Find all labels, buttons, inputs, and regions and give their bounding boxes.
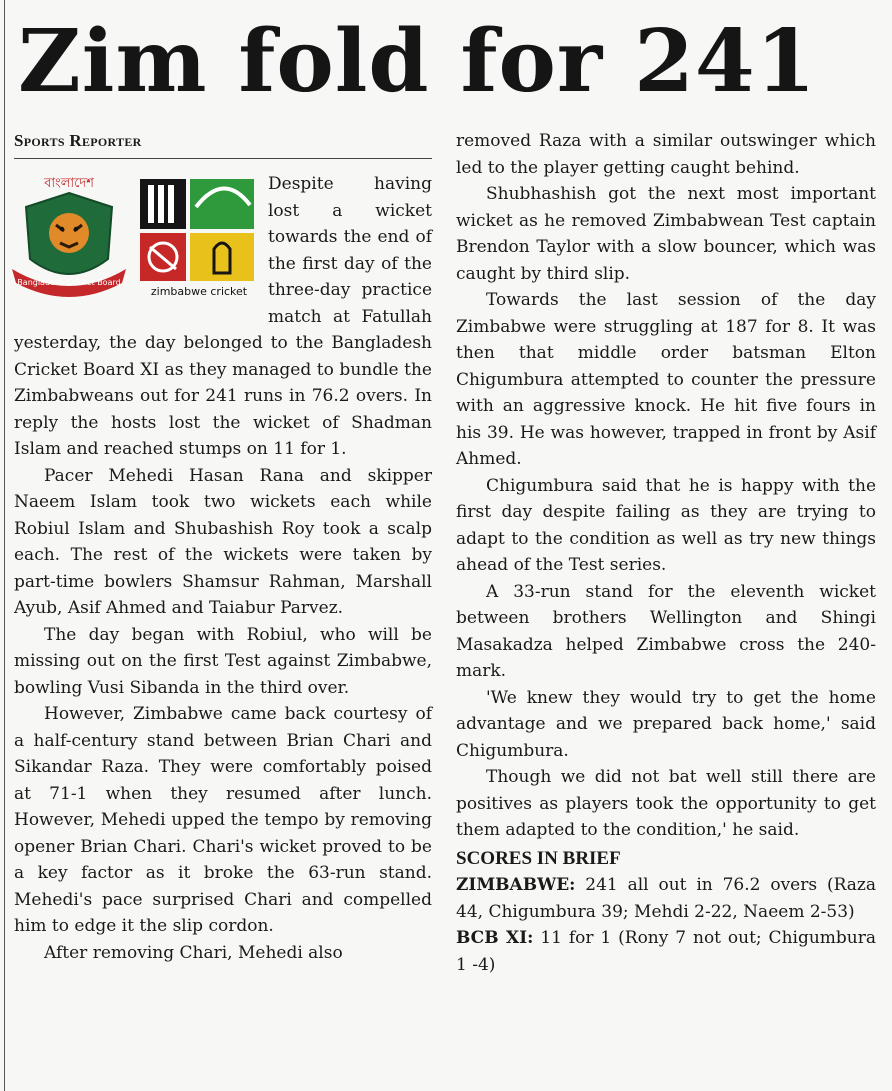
article-paragraph: A 33-run stand for the eleventh wicket between brothers Wellington and Shingi Masakadza helped Zimbabwe cross the 240-mark. xyxy=(456,581,876,681)
logo-group xyxy=(8,171,262,309)
article-paragraph: Pacer Mehedi Hasan Rana and skipper Naeem Islam took two wickets each while Robiul Islam and Shubashish Roy took a scalp each. The rest of the wickets were taken by part-time bowlers Shamsur Rahman, Marshall Ayub, Asif Ahmed and Taiabur Parvez. xyxy=(14,465,432,618)
article-paragraph: Though we did not bat well still there are positives as players took the opportunity to get them adapted to the condition,' he said. xyxy=(456,767,876,840)
zimbabwe-cricket-logo xyxy=(136,177,262,299)
byline: Sports Reporter xyxy=(14,131,142,150)
bcb-bengali-text: বাংলাদেশ xyxy=(44,176,94,191)
article-paragraph: However, Zimbabwe came back courtesy of a half-century stand between Brian Chari and Sikandar Raza. They were comfortably poised at 71-1 when they resumed after lunch. However, Mehedi upped the tempo by removing opener Brian Chari. Chari's wicket proved to be a key factor as it broke the 63-run stand. Mehedi's pace surprised Chari and compelled him to edge it the slip cordon. xyxy=(14,704,432,936)
score-bcb-text: 11 for 1 (Rony 7 not out; Chigumbura 1 -4) xyxy=(456,928,876,975)
score-bcb-label: BCB XI: xyxy=(456,928,534,948)
headline: Zim fold for 241 xyxy=(18,11,817,112)
article-paragraph: Towards the last session of the day Zimbabwe were struggling at 187 for 8. It was then that middle order batsman Elton Chigumbura attempted to counter the pressure with an aggressive knock. He hit five fours in his 39. He was however, trapped in front by Asif Ahmed. xyxy=(456,290,876,469)
score-zimbabwe-text: 241 all out in 76.2 overs (Raza 44, Chigumbura 39; Mehdi 2-22, Naeem 2-53) xyxy=(456,875,876,922)
article-paragraph: After removing Chari, Mehedi also xyxy=(44,942,343,963)
article-right-column xyxy=(456,128,876,978)
bcb-ribbon-text: Bangladesh Cricket Board xyxy=(17,278,121,287)
article-paragraph: Despite having lost a wicket towards the end of the first day of the three-day practice match at Fatullah yesterday, the day belonged to the Bangladesh Cricket Board XI as they managed to bundle the Zimbabweans out for 241 runs in 76.2 overs. In reply the hosts lost the wicket of Shadman Islam and reached stumps on 11 for 1. xyxy=(14,174,432,459)
article-paragraph: 'We knew they would try to get the home advantage and we prepared back home,' said Chigumbura. xyxy=(456,687,876,761)
bcb-logo xyxy=(8,173,130,301)
article-paragraph: The day began with Robiul, who will be missing out on the first Test against Zimbabwe, bowling Vusi Sibanda in the third over. xyxy=(14,624,432,698)
byline-divider xyxy=(14,158,432,159)
scores-heading: SCORES IN BRIEF xyxy=(456,847,621,869)
score-zimbabwe-label: ZIMBABWE: xyxy=(456,875,576,895)
article-paragraph: Shubhashish got the next most important wicket as he removed Zimbabwean Test captain Brendon Taylor with a slow bouncer, which was caught by third slip. xyxy=(456,184,876,284)
column-rule xyxy=(4,0,5,1091)
score-zimbabwe xyxy=(456,872,876,925)
zc-logo-text: zimbabwe cricket xyxy=(150,285,248,298)
score-bcb xyxy=(456,925,876,978)
article-paragraph: Chigumbura said that he is happy with the first day despite failing as they are trying to adapt to the condition as well as try new things ahead of the Test series. xyxy=(456,475,876,575)
article-left-column xyxy=(14,128,432,966)
article-paragraph: removed Raza with a similar outswinger which led to the player getting caught behind. xyxy=(456,131,876,178)
